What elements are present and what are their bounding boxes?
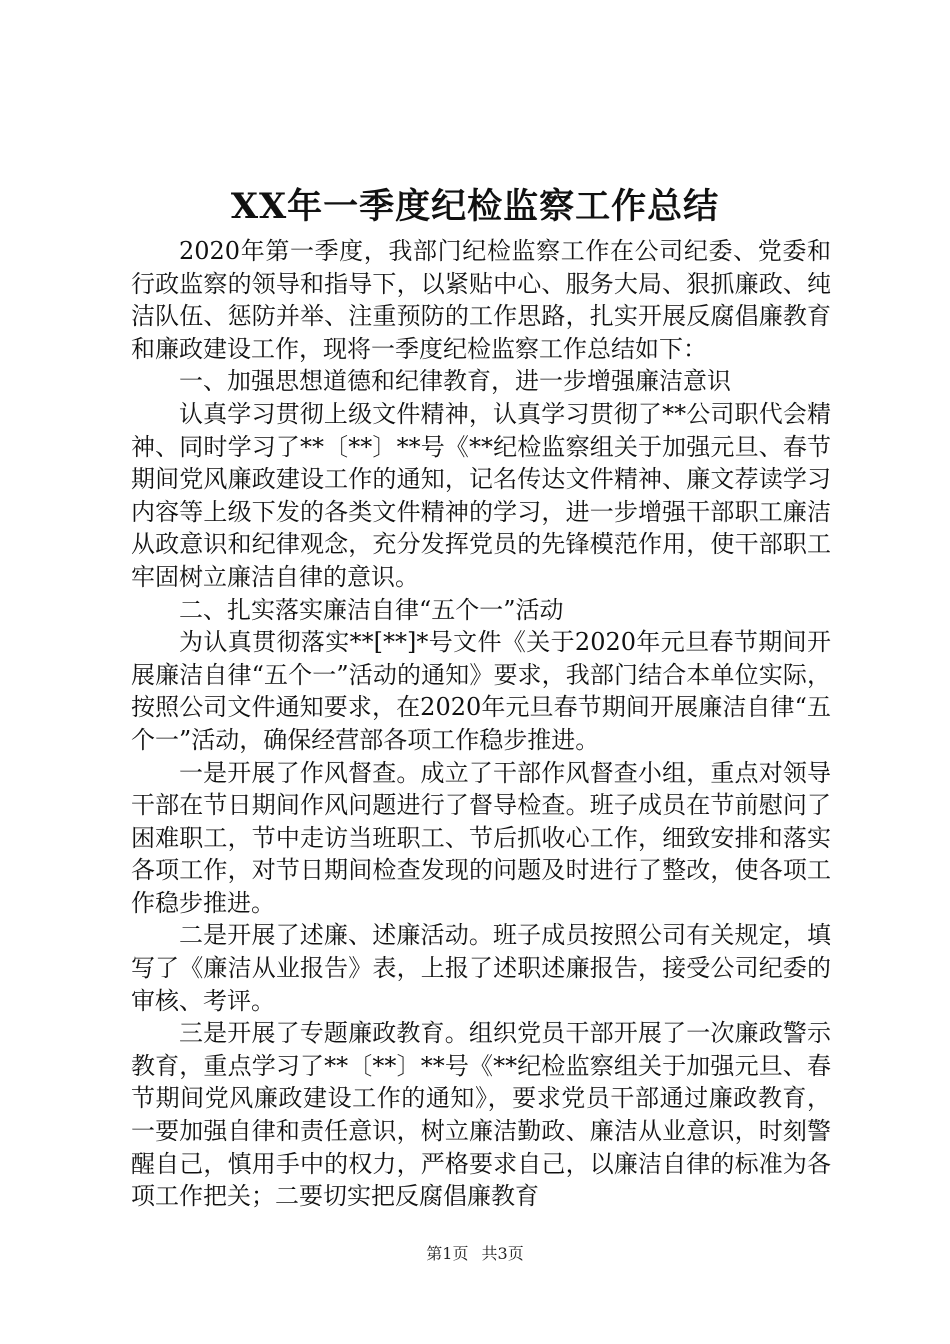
paragraph-five-activities: 为认真贯彻落实**[**]*号文件《关于2020年元旦春节期间开展廉洁自律“五个一”活动的通知》要求，我部门结合本单位实际，按照公司文件通知要求，在2020年元旦春节期间开展廉洁自律“五个一”活动，确保经营部各项工作稳步推进。	[131, 628, 831, 754]
page-footer	[0, 1243, 950, 1265]
document-title: XX年一季度纪检监察工作总结	[230, 186, 720, 227]
page-number: 第1页	[426, 1244, 469, 1263]
paragraph-style-inspection: 一是开展了作风督查。成立了干部作风督查小组，重点对领导干部在节日期间作风问题进行了督导检查。班子成员在节前慰问了困难职工，节中走访当班职工、节后抓收心工作，细致安排和落实各项工作，对节日期间检查发现的问题及时进行了整改，使各项工作稳步推进。	[131, 758, 831, 917]
paragraph-report: 二是开展了述廉、述廉活动。班子成员按照公司有关规定，填写了《廉洁从业报告》表，上报了述职述廉报告，接受公司纪委的审核、考评。	[131, 921, 831, 1015]
paragraph-education: 三是开展了专题廉政教育。组织党员干部开展了一次廉政警示教育，重点学习了**〔**〕**号《**纪检监察组关于加强元旦、春节期间党风廉政建设工作的通知》，要求党员干部通过廉政教育，一要加强自律和责任意识，树立廉洁勤政、廉洁从业意识，时刻警醒自己，慎用手中的权力，严格要求自己，以廉洁自律的标准为各项工作把关；二要切实把反腐倡廉教育	[131, 1019, 831, 1211]
page-total: 共3页	[481, 1244, 524, 1263]
section-heading-2: 二、扎实落实廉洁自律“五个一”活动	[179, 595, 564, 624]
paragraph-intro: 2020年第一季度，我部门纪检监察工作在公司纪委、党委和行政监察的领导和指导下，以紧贴中心、服务大局、狠抓廉政、纯洁队伍、惩防并举、注重预防的工作思路，扎实开展反腐倡廉教育和廉政建设工作，现将一季度纪检监察工作总结如下：	[131, 237, 831, 363]
section-heading-1: 一、加强思想道德和纪律教育，进一步增强廉洁意识	[179, 367, 731, 396]
paragraph-study: 认真学习贯彻上级文件精神，认真学习贯彻了**公司职代会精神、同时学习了**〔**〕**号《**纪检监察组关于加强元旦、春节期间党风廉政建设工作的通知，记名传达文件精神、廉文荐读学习内容等上级下发的各类文件精神的学习，进一步增强干部职工廉洁从政意识和纪律观念，充分发挥党员的先锋模范作用，使干部职工牢固树立廉洁自律的意识。	[131, 399, 831, 591]
document-body	[131, 235, 831, 1213]
